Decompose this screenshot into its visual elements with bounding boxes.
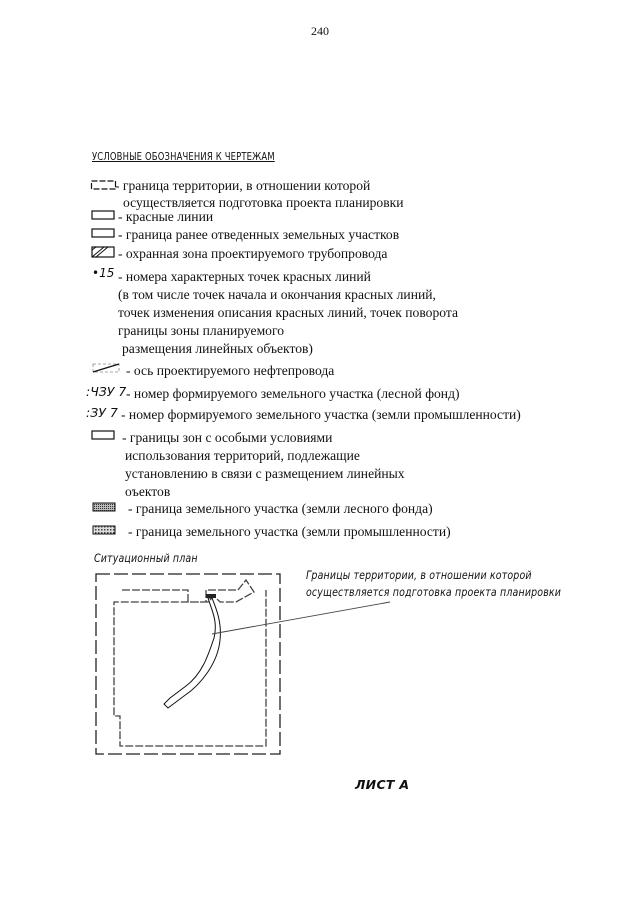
legend-title: УСЛОВНЫЕ ОБОЗНАЧЕНИЯ К ЧЕРТЕЖАМ bbox=[92, 150, 275, 163]
pipeline-axis-icon bbox=[90, 361, 124, 375]
legend-point-numbers-text-2: (в том числе точек начала и окончания красных линий, bbox=[118, 287, 436, 302]
legend-pipeline-axis-text: - ось проектируемого нефтепровода bbox=[126, 363, 335, 378]
page-number: 240 bbox=[311, 24, 329, 38]
legend-allotted-plots-text: - граница ранее отведенных земельных участков bbox=[118, 227, 400, 242]
territory-boundary-line bbox=[114, 580, 266, 746]
legend-industrial-plot-boundary-text: - граница земельного участка (земли промышленности) bbox=[128, 524, 451, 539]
legend-special-zones-text: - границы зон с особыми условиями bbox=[122, 430, 333, 445]
situation-plan-callout-line-2: осуществляется подготовка проекта планировки bbox=[306, 585, 562, 599]
legend-forest-plot-boundary-text: - граница земельного участка (земли лесного фонда) bbox=[128, 501, 433, 516]
legend-forest-plot-number-text: - номер формируемого земельного участка (лесной фонд) bbox=[126, 386, 460, 401]
point-number-marker: •15 bbox=[92, 266, 115, 280]
legend-industrial-plot-number-text: - номер формируемого земельного участка (земли промышленности) bbox=[121, 407, 521, 422]
legend-point-numbers-text-3: точек изменения описания красных линий, точек поворота bbox=[118, 305, 459, 320]
sheet-label: ЛИСТ А bbox=[355, 777, 410, 792]
allotted-plot-rectangle-icon bbox=[90, 226, 120, 240]
legend-point-numbers-text: - номера характерных точек красных линий bbox=[118, 269, 371, 284]
pipeline-start-marker bbox=[206, 594, 216, 598]
legend-red-lines-text: - красные линии bbox=[118, 209, 214, 224]
legend-special-zones-text-2: использования территорий, подлежащие bbox=[125, 448, 360, 463]
red-line-rectangle-icon bbox=[90, 208, 120, 222]
forest-plot-fill-icon bbox=[92, 500, 122, 514]
pipeline-corridor bbox=[164, 598, 220, 708]
legend-protection-zone-text: - охранная зона проектируемого трубопровода bbox=[118, 246, 388, 261]
legend-special-zones-text-3: установлению в связи с размещением линейных bbox=[125, 466, 405, 481]
special-zone-rectangle-icon bbox=[90, 428, 120, 442]
callout-leader-line bbox=[212, 602, 390, 634]
industrial-plot-fill-icon bbox=[92, 523, 122, 537]
situation-plan-callout-line-1: Границы территории, в отношении которой bbox=[306, 568, 532, 582]
legend-special-zones-text-4: оъектов bbox=[125, 484, 171, 499]
legend-point-numbers-text-4: границы зоны планируемого bbox=[118, 323, 284, 338]
industrial-plot-number-marker: :ЗУ 7 bbox=[86, 405, 118, 420]
situation-plan-title: Ситуационный план bbox=[94, 551, 198, 565]
legend-point-numbers-text-5: размещения линейных объектов) bbox=[122, 341, 313, 356]
legend-territory-boundary-text: - граница территории, в отношении которой bbox=[115, 178, 371, 193]
hatched-protection-zone-icon bbox=[90, 245, 120, 259]
legend-territory-boundary-text-2: осуществляется подготовка проекта планировки bbox=[123, 195, 404, 210]
forest-plot-number-marker: :ЧЗУ 7 bbox=[86, 384, 127, 399]
